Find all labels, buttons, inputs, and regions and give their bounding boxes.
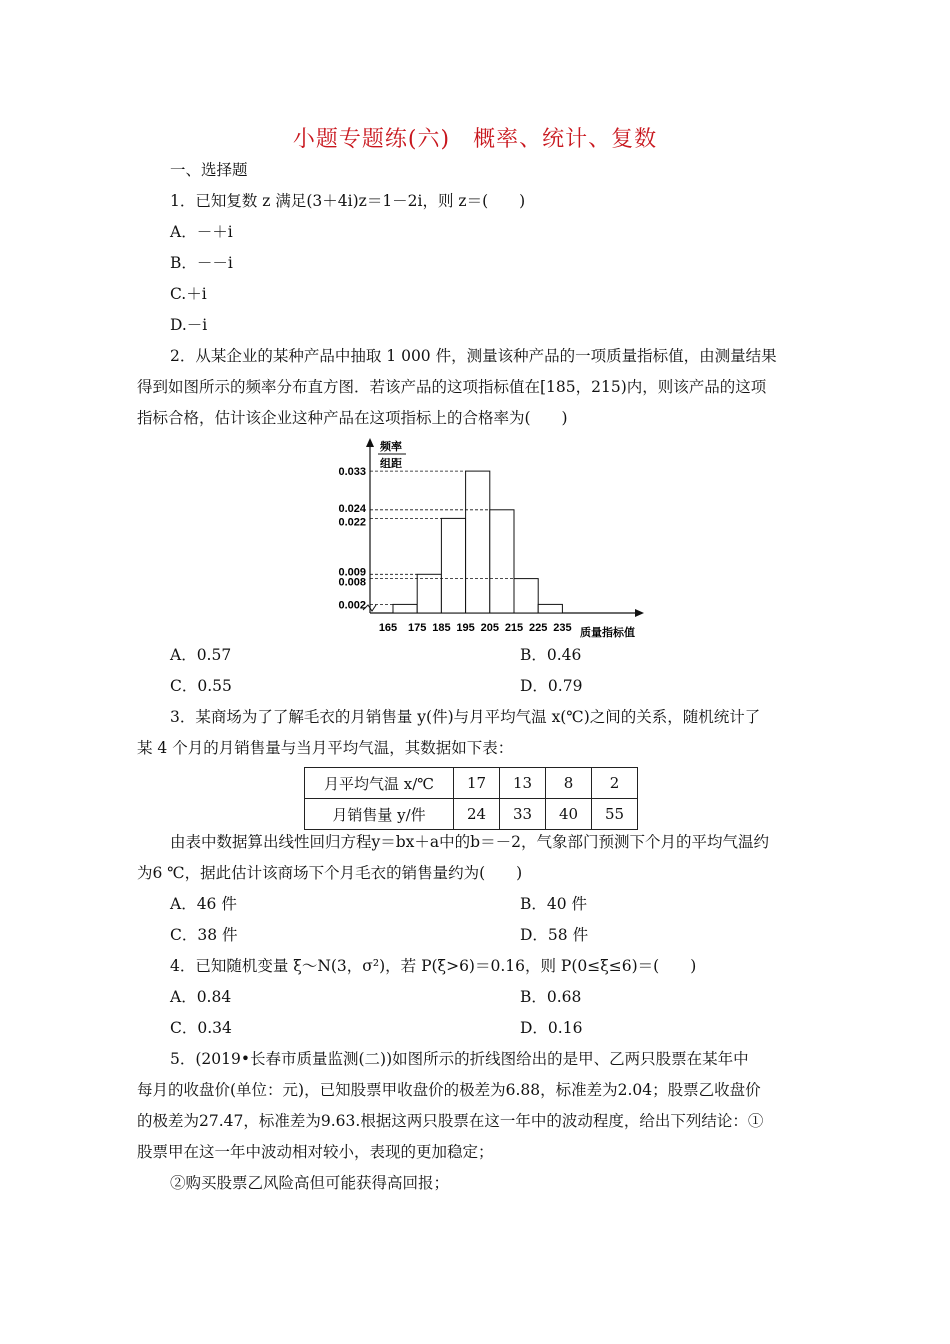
x-tick-label: 205 xyxy=(480,622,499,634)
q2-option-d: D．0.79 xyxy=(520,677,583,695)
q1-option-a: A．－＋i xyxy=(170,223,233,241)
q2-option-c: C．0.55 xyxy=(170,677,232,695)
histogram-bar xyxy=(393,604,417,613)
y-tick-label: 0.008 xyxy=(338,576,366,589)
q5-line-3: 的极差为27.47，标准差为9.63.根据这两只股票在这一年中的波动程度，给出下列结论：① xyxy=(137,1112,764,1130)
q2-line-1: 2．从某企业的某种产品中抽取 1 000 件，测量该种产品的一项质量指标值，由测量结果 xyxy=(170,347,777,365)
table-cell: 33 xyxy=(500,799,546,830)
q3-line-1: 3．某商场为了了解毛衣的月销售量 y(件)与月平均气温 x(℃)之间的关系，随机统计了 xyxy=(170,708,761,726)
q1-option-c: C.＋i xyxy=(170,285,207,303)
x-tick-label: 215 xyxy=(504,622,524,634)
q5-line-2: 每月的收盘价(单位：元)，已知股票甲收盘价的极差为6.88，标准差为2.04；股票乙收盘价 xyxy=(137,1081,761,1099)
table-row-header: 月平均气温 x/℃ xyxy=(305,768,454,799)
histogram-bar xyxy=(490,510,514,613)
q1-option-d: D.－i xyxy=(170,316,208,334)
table-cell: 2 xyxy=(592,768,638,799)
q2-line-3: 指标合格，估计该企业这种产品在这项指标上的合格率为( ) xyxy=(137,409,568,427)
y-axis-label-top: 频率 xyxy=(380,441,402,453)
x-tick-label: 195 xyxy=(456,622,475,634)
x-axis-label: 质量指标值 xyxy=(580,627,635,639)
q1-option-b: B．－－i xyxy=(170,254,233,272)
q2-option-b: B．0.46 xyxy=(520,646,582,664)
x-tick-label: 165 xyxy=(378,622,398,634)
y-axis-label-bottom: 组距 xyxy=(380,458,402,470)
histogram-bar xyxy=(441,518,465,613)
y-tick-label: 0.024 xyxy=(338,502,366,515)
y-tick-label: 0.009 xyxy=(338,566,366,579)
x-tick-label: 175 xyxy=(408,622,427,634)
q4-option-d: D．0.16 xyxy=(520,1019,583,1037)
q1-stem: 1．已知复数 z 满足(3＋4i)z＝1－2i，则 z＝( ) xyxy=(170,192,526,210)
table-row xyxy=(305,799,638,830)
q4-option-c: C．0.34 xyxy=(170,1019,232,1037)
q3-after-line-2: 为6 ℃，据此估计该商场下个月毛衣的销售量约为( ) xyxy=(137,864,523,882)
table-row xyxy=(305,768,638,799)
table-cell: 17 xyxy=(454,768,500,799)
y-axis-arrow xyxy=(366,438,374,447)
q2-line-2: 得到如图所示的频率分布直方图．若该产品的这项指标值在[185，215)内，则该产品的这项 xyxy=(137,378,767,396)
q4-option-b: B．0.68 xyxy=(520,988,582,1006)
section-heading: 一、选择题 xyxy=(170,161,248,179)
q4-stem: 4．已知随机变量 ξ～N(3，σ²)，若 P(ξ>6)＝0.16，则 P(0≤ξ≤6)＝( ) xyxy=(170,957,697,975)
y-tick-label: 0.002 xyxy=(338,599,366,612)
q5-line-1: 5．(2019•长春市质量监测(二))如图所示的折线图给出的是甲、乙两只股票在某年中 xyxy=(170,1050,749,1068)
x-tick-label: 225 xyxy=(529,622,548,634)
histogram-bar xyxy=(466,471,490,613)
q3-option-b: B．40 件 xyxy=(520,895,588,913)
histogram-bar xyxy=(538,604,562,613)
y-tick-label: 0.022 xyxy=(338,516,366,529)
data-table xyxy=(304,767,638,830)
y-tick-label: 0.033 xyxy=(338,466,366,479)
histogram-bar xyxy=(514,579,538,613)
table-cell: 55 xyxy=(592,799,638,830)
histogram-bar xyxy=(417,574,441,613)
table-cell: 40 xyxy=(546,799,592,830)
table-cell: 24 xyxy=(454,799,500,830)
x-tick-label: 235 xyxy=(553,622,572,634)
q2-option-a: A．0.57 xyxy=(170,646,232,664)
x-tick-label: 185 xyxy=(432,622,451,634)
q5-line-4: 股票甲在这一年中波动相对较小，表现的更加稳定； xyxy=(137,1143,494,1161)
table-cell: 13 xyxy=(500,768,546,799)
q4-option-a: A．0.84 xyxy=(170,988,232,1006)
frequency-histogram xyxy=(330,433,660,643)
q3-option-c: C．38 件 xyxy=(170,926,238,944)
x-axis-arrow xyxy=(635,609,644,617)
q5-line-5: ②购买股票乙风险高但可能获得高回报； xyxy=(170,1174,450,1192)
table-row-header: 月销售量 y/件 xyxy=(305,799,454,830)
q3-option-d: D．58 件 xyxy=(520,926,589,944)
q3-line-2: 某 4 个月的月销售量与当月平均气温，其数据如下表： xyxy=(137,739,514,757)
table-cell: 8 xyxy=(546,768,592,799)
q3-after-line-1: 由表中数据算出线性回归方程y＝bx＋a中的b＝－2，气象部门预测下个月的平均气温约 xyxy=(170,833,769,851)
q3-option-a: A．46 件 xyxy=(170,895,237,913)
page-title: 小题专题练(六) 概率、统计、复数 xyxy=(292,127,658,152)
